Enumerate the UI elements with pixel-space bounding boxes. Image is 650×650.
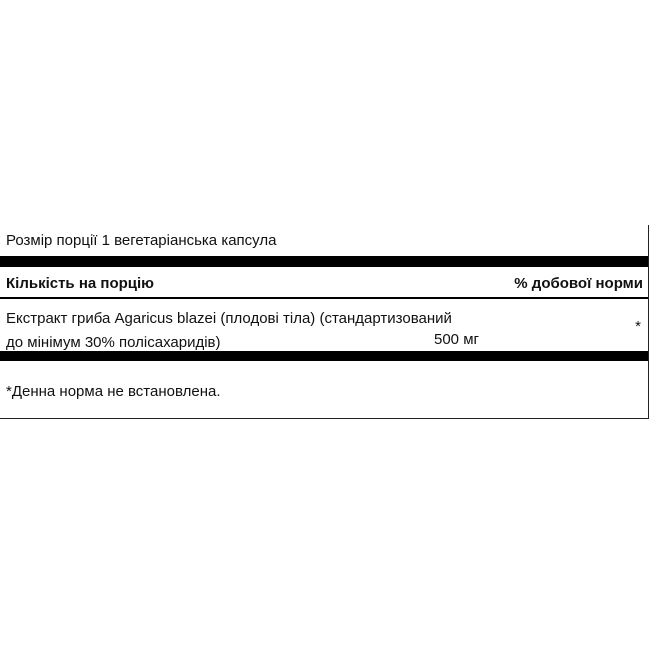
ingredient-amount: 500 мг xyxy=(434,331,479,348)
ingredient-name-line-1: Екстракт гриба Agaricus blazei (плодові тіла) (стандартизований xyxy=(6,310,452,327)
daily-value-header: % добової норми xyxy=(514,275,643,292)
serving-size: Розмір порції 1 вегетаріанська капсула xyxy=(6,232,277,249)
ingredient-name-line-2: до мінімум 30% полісахаридів) xyxy=(6,334,221,351)
ingredient-name xyxy=(6,307,452,355)
footnote: *Денна норма не встановлена. xyxy=(6,383,221,400)
bottom-thick-divider xyxy=(0,351,648,361)
amount-per-serving-header: Кількість на порцію xyxy=(6,275,154,292)
header-divider xyxy=(0,297,648,299)
top-thick-divider xyxy=(0,256,648,267)
ingredient-daily-value: * xyxy=(635,318,641,335)
